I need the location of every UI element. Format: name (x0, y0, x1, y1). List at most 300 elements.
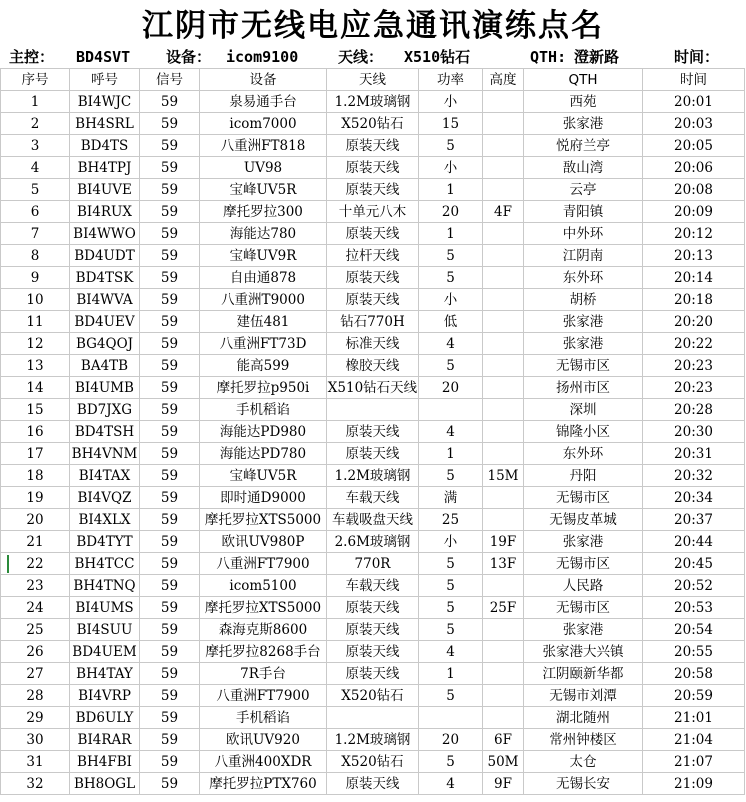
cell-qth[interactable]: 张家港 (524, 113, 643, 135)
cell-device[interactable]: 八重洲FT818 (200, 135, 327, 157)
cell-height[interactable]: 4F (483, 201, 524, 223)
cell-callsign[interactable]: BH4SRL (70, 113, 140, 135)
cell-index[interactable]: 14 (1, 377, 70, 399)
cell-callsign[interactable]: BH4TAY (70, 663, 140, 685)
cell-device[interactable]: 八重洲400XDR (200, 751, 327, 773)
cell-height[interactable]: 13F (483, 553, 524, 575)
cell-callsign[interactable]: BI4TAX (70, 465, 140, 487)
cell-antenna[interactable]: 原装天线 (327, 663, 419, 685)
cell-height[interactable] (483, 223, 524, 245)
cell-signal[interactable]: 59 (140, 707, 200, 729)
cell-qth[interactable]: 深圳 (524, 399, 643, 421)
cell-power[interactable]: 低 (419, 311, 483, 333)
cell-callsign[interactable]: BD4UEV (70, 311, 140, 333)
cell-qth[interactable]: 张家港 (524, 531, 643, 553)
cell-device[interactable]: 八重洲FT7900 (200, 685, 327, 707)
cell-index[interactable]: 32 (1, 773, 70, 795)
cell-time[interactable]: 20:06 (643, 157, 745, 179)
column-header-device[interactable]: 设备 (200, 69, 327, 91)
cell-antenna[interactable]: 车载吸盘天线 (327, 509, 419, 531)
cell-qth[interactable]: 无锡市区 (524, 487, 643, 509)
cell-signal[interactable]: 59 (140, 333, 200, 355)
cell-device[interactable]: 手机稻谄 (200, 707, 327, 729)
cell-height[interactable]: 9F (483, 773, 524, 795)
cell-height[interactable] (483, 267, 524, 289)
cell-height[interactable] (483, 619, 524, 641)
cell-qth[interactable]: 西苑 (524, 91, 643, 113)
cell-time[interactable]: 20:09 (643, 201, 745, 223)
cell-callsign[interactable]: BH4TCC (70, 553, 140, 575)
cell-qth[interactable]: 人民路 (524, 575, 643, 597)
cell-power[interactable]: 小 (419, 289, 483, 311)
cell-power[interactable]: 20 (419, 201, 483, 223)
cell-device[interactable]: 泉易通手台 (200, 91, 327, 113)
cell-index[interactable]: 18 (1, 465, 70, 487)
cell-qth[interactable]: 锦隆小区 (524, 421, 643, 443)
cell-antenna[interactable]: 原装天线 (327, 773, 419, 795)
cell-power[interactable]: 5 (419, 245, 483, 267)
cell-signal[interactable]: 59 (140, 223, 200, 245)
cell-index[interactable]: 31 (1, 751, 70, 773)
cell-time[interactable]: 20:37 (643, 509, 745, 531)
cell-device[interactable]: icom5100 (200, 575, 327, 597)
cell-callsign[interactable]: BH8OGL (70, 773, 140, 795)
cell-power[interactable]: 5 (419, 751, 483, 773)
cell-antenna[interactable]: 1.2M玻璃钢 (327, 91, 419, 113)
cell-antenna[interactable]: 1.2M玻璃钢 (327, 465, 419, 487)
cell-qth[interactable]: 无锡市区 (524, 355, 643, 377)
cell-power[interactable]: 小 (419, 531, 483, 553)
cell-callsign[interactable]: BI4UVE (70, 179, 140, 201)
cell-signal[interactable]: 59 (140, 377, 200, 399)
cell-power[interactable]: 1 (419, 179, 483, 201)
cell-antenna[interactable]: 原装天线 (327, 421, 419, 443)
cell-signal[interactable]: 59 (140, 399, 200, 421)
cell-device[interactable]: 即时通D9000 (200, 487, 327, 509)
cell-device[interactable]: 自由通878 (200, 267, 327, 289)
cell-signal[interactable]: 59 (140, 311, 200, 333)
cell-power[interactable]: 5 (419, 685, 483, 707)
cell-callsign[interactable]: BD4TYT (70, 531, 140, 553)
cell-signal[interactable]: 59 (140, 597, 200, 619)
cell-device[interactable]: 手机稻谄 (200, 399, 327, 421)
cell-qth[interactable]: 湖北随州 (524, 707, 643, 729)
cell-height[interactable] (483, 311, 524, 333)
cell-qth[interactable]: 张家港 (524, 311, 643, 333)
table-row (1, 597, 745, 619)
cell-height[interactable]: 50M (483, 751, 524, 773)
cell-index[interactable]: 20 (1, 509, 70, 531)
cell-qth[interactable]: 无锡市区 (524, 597, 643, 619)
cell-height[interactable] (483, 509, 524, 531)
cell-power[interactable]: 4 (419, 333, 483, 355)
cell-index[interactable]: 10 (1, 289, 70, 311)
cell-index[interactable]: 2 (1, 113, 70, 135)
cell-callsign[interactable]: BH4VNM (70, 443, 140, 465)
cell-device[interactable]: 摩托罗拉PTX760 (200, 773, 327, 795)
cell-callsign[interactable]: BD7JXG (70, 399, 140, 421)
cell-qth[interactable]: 张家港大兴镇 (524, 641, 643, 663)
cell-antenna[interactable]: 原装天线 (327, 641, 419, 663)
cell-signal[interactable]: 59 (140, 289, 200, 311)
cell-device[interactable]: 宝峰UV5R (200, 179, 327, 201)
cell-index[interactable]: 1 (1, 91, 70, 113)
cell-qth[interactable]: 江阴颐新华都 (524, 663, 643, 685)
cell-device[interactable]: 摩托罗拉300 (200, 201, 327, 223)
cell-time[interactable]: 20:23 (643, 355, 745, 377)
cell-antenna[interactable]: 车载天线 (327, 487, 419, 509)
cell-time[interactable]: 20:08 (643, 179, 745, 201)
cell-power[interactable]: 小 (419, 157, 483, 179)
cell-time[interactable]: 20:54 (643, 619, 745, 641)
cell-antenna[interactable]: 2.6M玻璃钢 (327, 531, 419, 553)
cell-index[interactable]: 17 (1, 443, 70, 465)
cell-time[interactable]: 21:04 (643, 729, 745, 751)
cell-device[interactable]: 八重洲T9000 (200, 289, 327, 311)
cell-power[interactable]: 5 (419, 135, 483, 157)
cell-time[interactable]: 20:23 (643, 377, 745, 399)
cell-index[interactable]: 23 (1, 575, 70, 597)
cell-time[interactable]: 20:28 (643, 399, 745, 421)
cell-signal[interactable]: 59 (140, 685, 200, 707)
cell-signal[interactable]: 59 (140, 91, 200, 113)
cell-signal[interactable]: 59 (140, 443, 200, 465)
cell-power[interactable]: 满 (419, 487, 483, 509)
cell-height[interactable] (483, 685, 524, 707)
cell-qth[interactable]: 无锡皮革城 (524, 509, 643, 531)
cell-qth[interactable]: 青阳镇 (524, 201, 643, 223)
cell-time[interactable]: 20:01 (643, 91, 745, 113)
cell-device[interactable]: 宝峰UV5R (200, 465, 327, 487)
cell-antenna[interactable]: 原装天线 (327, 135, 419, 157)
cell-index[interactable]: 6 (1, 201, 70, 223)
cell-index[interactable]: 25 (1, 619, 70, 641)
cell-signal[interactable]: 59 (140, 179, 200, 201)
cell-signal[interactable]: 59 (140, 663, 200, 685)
cell-signal[interactable]: 59 (140, 355, 200, 377)
cell-signal[interactable]: 59 (140, 575, 200, 597)
cell-time[interactable]: 20:58 (643, 663, 745, 685)
cell-callsign[interactable]: BG4QOJ (70, 333, 140, 355)
cell-device[interactable]: 摩托罗拉XTS5000 (200, 597, 327, 619)
cell-time[interactable]: 20:30 (643, 421, 745, 443)
cell-power[interactable]: 1 (419, 663, 483, 685)
cell-index[interactable]: 8 (1, 245, 70, 267)
cell-signal[interactable]: 59 (140, 531, 200, 553)
cell-device[interactable]: 海能达PD980 (200, 421, 327, 443)
cell-antenna[interactable]: 拉杆天线 (327, 245, 419, 267)
cell-device[interactable]: 森海克斯8600 (200, 619, 327, 641)
cell-height[interactable] (483, 663, 524, 685)
cell-callsign[interactable]: BI4WWO (70, 223, 140, 245)
cell-device[interactable]: 八重洲FT7900 (200, 553, 327, 575)
cell-device[interactable]: 摩托罗拉XTS5000 (200, 509, 327, 531)
cell-height[interactable] (483, 333, 524, 355)
cell-qth[interactable]: 中外环 (524, 223, 643, 245)
cell-qth[interactable]: 无锡市区 (524, 553, 643, 575)
cell-time[interactable]: 20:32 (643, 465, 745, 487)
cell-time[interactable]: 20:44 (643, 531, 745, 553)
cell-device[interactable]: 7R手台 (200, 663, 327, 685)
cell-index[interactable]: 13 (1, 355, 70, 377)
cell-qth[interactable]: 无锡长安 (524, 773, 643, 795)
cell-device[interactable]: 海能达PD780 (200, 443, 327, 465)
cell-time[interactable]: 20:45 (643, 553, 745, 575)
cell-height[interactable]: 19F (483, 531, 524, 553)
cell-height[interactable] (483, 399, 524, 421)
cell-qth[interactable]: 扬州市区 (524, 377, 643, 399)
cell-time[interactable]: 20:22 (643, 333, 745, 355)
cell-antenna[interactable]: 原装天线 (327, 157, 419, 179)
column-header-index[interactable]: 序号 (1, 69, 70, 91)
cell-callsign[interactable]: BA4TB (70, 355, 140, 377)
cell-antenna[interactable]: 原装天线 (327, 619, 419, 641)
cell-height[interactable] (483, 355, 524, 377)
column-header-time[interactable]: 时间 (643, 69, 745, 91)
cell-signal[interactable]: 59 (140, 245, 200, 267)
column-header-height[interactable]: 高度 (483, 69, 524, 91)
cell-callsign[interactable]: BI4UMS (70, 597, 140, 619)
column-header-antenna[interactable]: 天线 (327, 69, 419, 91)
column-header-qth[interactable]: QTH (524, 69, 643, 91)
cell-callsign[interactable]: BD4UDT (70, 245, 140, 267)
cell-index[interactable]: 7 (1, 223, 70, 245)
cell-height[interactable]: 25F (483, 597, 524, 619)
cell-index[interactable]: 9 (1, 267, 70, 289)
cell-signal[interactable]: 59 (140, 553, 200, 575)
cell-height[interactable] (483, 91, 524, 113)
cell-callsign[interactable]: BI4WVA (70, 289, 140, 311)
cell-antenna[interactable]: 车载天线 (327, 575, 419, 597)
cell-power[interactable] (419, 707, 483, 729)
cell-height[interactable] (483, 157, 524, 179)
cell-time[interactable]: 20:53 (643, 597, 745, 619)
cell-signal[interactable]: 59 (140, 157, 200, 179)
cell-time[interactable]: 20:34 (643, 487, 745, 509)
cell-height[interactable] (483, 641, 524, 663)
cell-height[interactable]: 6F (483, 729, 524, 751)
cell-height[interactable] (483, 487, 524, 509)
cell-device[interactable]: 摩托罗拉8268手台 (200, 641, 327, 663)
cell-height[interactable] (483, 575, 524, 597)
cell-power[interactable]: 5 (419, 553, 483, 575)
cell-antenna[interactable] (327, 707, 419, 729)
cell-callsign[interactable]: BI4UMB (70, 377, 140, 399)
cell-height[interactable] (483, 443, 524, 465)
cell-index[interactable]: 15 (1, 399, 70, 421)
cell-qth[interactable]: 常州钟楼区 (524, 729, 643, 751)
cell-index[interactable]: 28 (1, 685, 70, 707)
cell-device[interactable]: 建伍481 (200, 311, 327, 333)
cell-power[interactable]: 5 (419, 575, 483, 597)
cell-index[interactable]: 24 (1, 597, 70, 619)
cell-signal[interactable]: 59 (140, 421, 200, 443)
cell-height[interactable]: 15M (483, 465, 524, 487)
cell-qth[interactable]: 云亭 (524, 179, 643, 201)
cell-device[interactable]: 欧讯UV920 (200, 729, 327, 751)
cell-signal[interactable]: 59 (140, 135, 200, 157)
cell-index[interactable]: 12 (1, 333, 70, 355)
cell-time[interactable]: 20:12 (643, 223, 745, 245)
table-row (1, 355, 745, 377)
cell-time[interactable]: 21:09 (643, 773, 745, 795)
cell-device[interactable]: UV98 (200, 157, 327, 179)
cell-antenna[interactable] (327, 399, 419, 421)
cell-antenna[interactable]: X520钻石 (327, 685, 419, 707)
cell-antenna[interactable]: 原装天线 (327, 223, 419, 245)
cell-antenna[interactable]: 橡胶天线 (327, 355, 419, 377)
cell-callsign[interactable]: BH4TPJ (70, 157, 140, 179)
cell-power[interactable]: 1 (419, 223, 483, 245)
cell-height[interactable] (483, 135, 524, 157)
cell-antenna[interactable]: X520钻石 (327, 751, 419, 773)
cell-signal[interactable]: 59 (140, 465, 200, 487)
cell-callsign[interactable]: BH4FBI (70, 751, 140, 773)
cell-power[interactable]: 小 (419, 91, 483, 113)
cell-power[interactable]: 4 (419, 773, 483, 795)
cell-device[interactable]: 八重洲FT73D (200, 333, 327, 355)
cell-power[interactable]: 1 (419, 443, 483, 465)
cell-index[interactable]: 16 (1, 421, 70, 443)
cell-antenna[interactable]: X510钻石天线 (327, 377, 419, 399)
cell-power[interactable]: 4 (419, 641, 483, 663)
cell-height[interactable] (483, 179, 524, 201)
cell-callsign[interactable]: BD4TSH (70, 421, 140, 443)
cell-device[interactable]: 欧讯UV980P (200, 531, 327, 553)
column-header-power[interactable]: 功率 (419, 69, 483, 91)
cell-qth[interactable]: 张家港 (524, 619, 643, 641)
cell-signal[interactable]: 59 (140, 509, 200, 531)
cell-device[interactable]: 海能达780 (200, 223, 327, 245)
cell-index[interactable]: 26 (1, 641, 70, 663)
cell-power[interactable] (419, 399, 483, 421)
cell-power[interactable]: 5 (419, 465, 483, 487)
cell-antenna[interactable]: 原装天线 (327, 597, 419, 619)
cell-height[interactable] (483, 245, 524, 267)
cell-antenna[interactable]: 原装天线 (327, 443, 419, 465)
cell-qth[interactable]: 太仓 (524, 751, 643, 773)
cell-power[interactable]: 5 (419, 597, 483, 619)
cell-device[interactable]: icom7000 (200, 113, 327, 135)
cell-antenna[interactable]: 标准天线 (327, 333, 419, 355)
cell-height[interactable] (483, 377, 524, 399)
cell-signal[interactable]: 59 (140, 267, 200, 289)
cell-time[interactable]: 20:55 (643, 641, 745, 663)
cell-power[interactable]: 20 (419, 729, 483, 751)
cell-antenna[interactable]: 770R (327, 553, 419, 575)
cell-index[interactable]: 19 (1, 487, 70, 509)
cell-callsign[interactable]: BI4SUU (70, 619, 140, 641)
cell-height[interactable] (483, 421, 524, 443)
cell-callsign[interactable]: BI4XLX (70, 509, 140, 531)
cell-time[interactable]: 20:52 (643, 575, 745, 597)
cell-qth[interactable]: 东外环 (524, 267, 643, 289)
cell-callsign[interactable]: BI4RUX (70, 201, 140, 223)
cell-qth[interactable]: 江阴南 (524, 245, 643, 267)
cell-qth[interactable]: 悦府兰亭 (524, 135, 643, 157)
cell-height[interactable] (483, 113, 524, 135)
cell-time[interactable]: 21:07 (643, 751, 745, 773)
cell-qth[interactable]: 胡桥 (524, 289, 643, 311)
cell-signal[interactable]: 59 (140, 773, 200, 795)
cell-callsign[interactable]: BD4TS (70, 135, 140, 157)
cell-index[interactable]: 5 (1, 179, 70, 201)
cell-time[interactable]: 20:31 (643, 443, 745, 465)
cell-qth[interactable]: 无锡市刘潭 (524, 685, 643, 707)
cell-qth[interactable]: 丹阳 (524, 465, 643, 487)
cell-index[interactable]: 27 (1, 663, 70, 685)
cell-power[interactable]: 25 (419, 509, 483, 531)
cell-callsign[interactable]: BI4VRP (70, 685, 140, 707)
cell-power[interactable]: 4 (419, 421, 483, 443)
cell-qth[interactable]: 东外环 (524, 443, 643, 465)
cell-signal[interactable]: 59 (140, 201, 200, 223)
cell-power[interactable]: 15 (419, 113, 483, 135)
cell-time[interactable]: 20:20 (643, 311, 745, 333)
cell-height[interactable] (483, 289, 524, 311)
cell-index[interactable]: 3 (1, 135, 70, 157)
cell-signal[interactable]: 59 (140, 641, 200, 663)
cell-signal[interactable]: 59 (140, 729, 200, 751)
cell-time[interactable]: 20:18 (643, 289, 745, 311)
cell-callsign[interactable]: BD6ULY (70, 707, 140, 729)
cell-index[interactable]: 11 (1, 311, 70, 333)
cell-antenna[interactable]: 钻石770H (327, 311, 419, 333)
cell-index[interactable]: 30 (1, 729, 70, 751)
cell-index[interactable]: 29 (1, 707, 70, 729)
cell-time[interactable]: 20:59 (643, 685, 745, 707)
cell-antenna[interactable]: 十单元八木 (327, 201, 419, 223)
cell-antenna[interactable]: 原装天线 (327, 267, 419, 289)
cell-antenna[interactable]: X520钻石 (327, 113, 419, 135)
cell-signal[interactable]: 59 (140, 619, 200, 641)
cell-time[interactable]: 20:05 (643, 135, 745, 157)
cell-power[interactable]: 5 (419, 619, 483, 641)
cell-callsign[interactable]: BI4WJC (70, 91, 140, 113)
cell-qth[interactable]: 敔山湾 (524, 157, 643, 179)
cell-signal[interactable]: 59 (140, 113, 200, 135)
cell-callsign[interactable]: BH4TNQ (70, 575, 140, 597)
cell-time[interactable]: 20:03 (643, 113, 745, 135)
cell-time[interactable]: 21:01 (643, 707, 745, 729)
cell-time[interactable]: 20:14 (643, 267, 745, 289)
table-row (1, 509, 745, 531)
cell-index[interactable]: 21 (1, 531, 70, 553)
cell-time[interactable]: 20:13 (643, 245, 745, 267)
column-header-callsign[interactable]: 呼号 (70, 69, 140, 91)
cell-index[interactable]: 22 (1, 553, 70, 575)
cell-power[interactable]: 5 (419, 267, 483, 289)
cell-power[interactable]: 20 (419, 377, 483, 399)
cell-signal[interactable]: 59 (140, 751, 200, 773)
cell-height[interactable] (483, 707, 524, 729)
column-header-signal[interactable]: 信号 (140, 69, 200, 91)
cell-antenna[interactable]: 原装天线 (327, 289, 419, 311)
cell-device[interactable]: 摩托罗拉p950i (200, 377, 327, 399)
cell-signal[interactable]: 59 (140, 487, 200, 509)
cell-callsign[interactable]: BI4VQZ (70, 487, 140, 509)
cell-antenna[interactable]: 原装天线 (327, 179, 419, 201)
cell-index[interactable]: 4 (1, 157, 70, 179)
cell-callsign[interactable]: BD4UEM (70, 641, 140, 663)
cell-device[interactable]: 能高599 (200, 355, 327, 377)
cell-device[interactable]: 宝峰UV9R (200, 245, 327, 267)
cell-callsign[interactable]: BI4RAR (70, 729, 140, 751)
cell-callsign[interactable]: BD4TSK (70, 267, 140, 289)
cell-antenna[interactable]: 1.2M玻璃钢 (327, 729, 419, 751)
cell-power[interactable]: 5 (419, 355, 483, 377)
cell-qth[interactable]: 张家港 (524, 333, 643, 355)
